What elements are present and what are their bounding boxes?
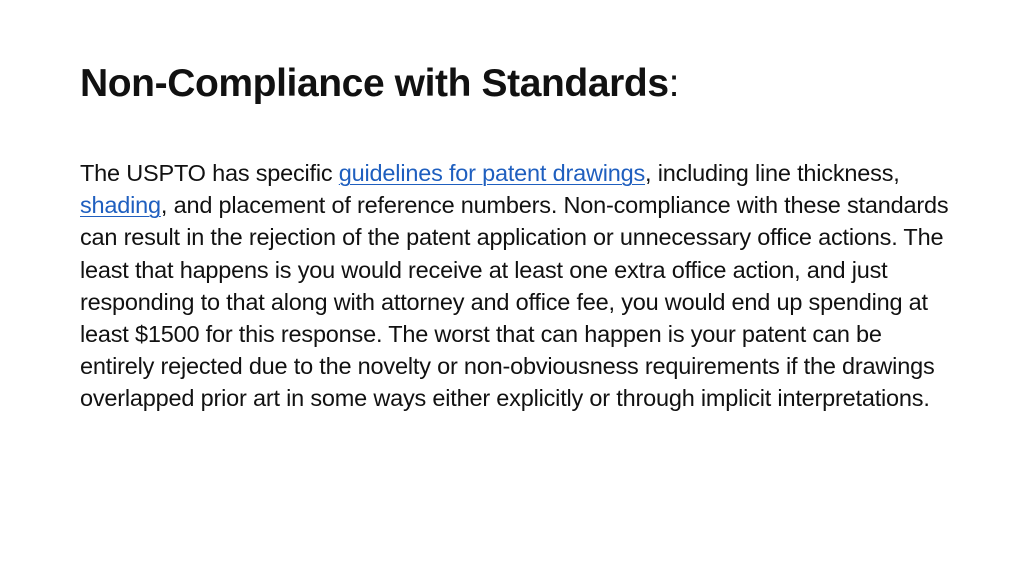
paragraph-intro: The USPTO has specific [80, 160, 339, 186]
slide-title-text: Non-Compliance with Standards [80, 62, 669, 105]
guidelines-link[interactable]: guidelines for patent drawings [338, 160, 646, 186]
slide-title [80, 58, 679, 110]
slide-title-colon: : [668, 62, 680, 105]
paragraph-after-guidelines: , including line thickness, [645, 160, 900, 186]
paragraph-after-shading: , and placement of reference numbers. Non-compliance with these standards can result in the rejection of the patent application or unnecessary office actions. The least that happens is you would receive at least one extra office action, and just responding to that along with attorney and office fee, you would end up spending at least $1500 for this response. The worst that can happen is your patent can be entirely rejected due to the novelty or non-obviousness requirements if the drawings overlapped prior art in some ways either explicitly or through implicit interpretations. [80, 192, 949, 412]
body-paragraph [80, 157, 956, 415]
shading-link[interactable]: shading [80, 192, 161, 219]
